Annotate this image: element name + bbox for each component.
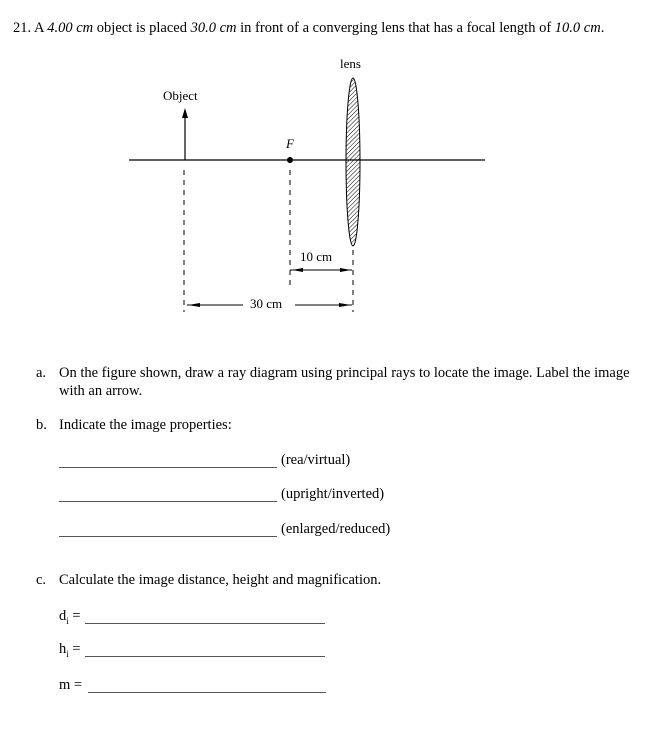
part-c-text: Calculate the image distance, height and magnification.: [59, 572, 382, 588]
real-virtual-blank[interactable]: [59, 467, 277, 468]
part-a-text: On the figure shown, draw a ray diagram using principal rays to locate the image. Label the image: [59, 365, 630, 381]
object-label: Object: [163, 88, 198, 103]
part-a-letter: a.: [36, 365, 47, 381]
var: d: [59, 608, 67, 624]
question-text-part: .: [600, 20, 605, 36]
image-height-label: [59, 641, 81, 659]
focal-distance-arrow: [290, 268, 352, 272]
lens-shape: [346, 78, 360, 246]
object-arrow: [182, 108, 188, 160]
focal-label: F: [286, 136, 294, 151]
lens-label: lens: [340, 56, 361, 71]
equals: =: [68, 608, 81, 624]
var: m: [59, 677, 71, 693]
magnification-blank[interactable]: [88, 692, 326, 693]
question-text-part: object is placed: [93, 20, 191, 36]
image-distance-blank[interactable]: [85, 623, 325, 624]
enlarged-reduced-blank[interactable]: [59, 536, 277, 537]
equals: =: [68, 641, 81, 657]
question-text-part: in front of a converging lens that has a focal length of: [236, 20, 555, 36]
equals: =: [70, 677, 83, 693]
question-number: 21.: [13, 20, 32, 36]
image-height-blank[interactable]: [85, 656, 325, 657]
focal-point: [287, 157, 293, 163]
lens-diagram: [0, 0, 669, 340]
focal-distance-label: 10 cm: [300, 249, 333, 264]
object-distance-label: 30 cm: [250, 296, 283, 311]
part-a-text-2: with an arrow.: [59, 383, 143, 399]
var: h: [59, 641, 67, 657]
question-text-part: A: [33, 20, 48, 36]
subscript: i: [66, 648, 69, 659]
upright-inverted-hint: (upright/inverted): [281, 486, 385, 502]
subscript: i: [66, 615, 69, 626]
dashed-guides: [184, 170, 353, 312]
magnification-label: [59, 677, 82, 694]
focal-length: 10.0 cm: [554, 20, 601, 36]
real-virtual-hint: (rea/virtual): [281, 452, 351, 468]
part-b-text: Indicate the image properties:: [59, 417, 232, 433]
enlarged-reduced-hint: (enlarged/reduced): [281, 521, 391, 537]
part-b-letter: b.: [36, 417, 47, 433]
object-height: 4.00 cm: [47, 20, 94, 36]
object-distance: 30.0 cm: [190, 20, 237, 36]
image-distance-label: [59, 608, 81, 626]
upright-inverted-blank[interactable]: [59, 501, 277, 502]
part-c-letter: c.: [36, 572, 47, 588]
